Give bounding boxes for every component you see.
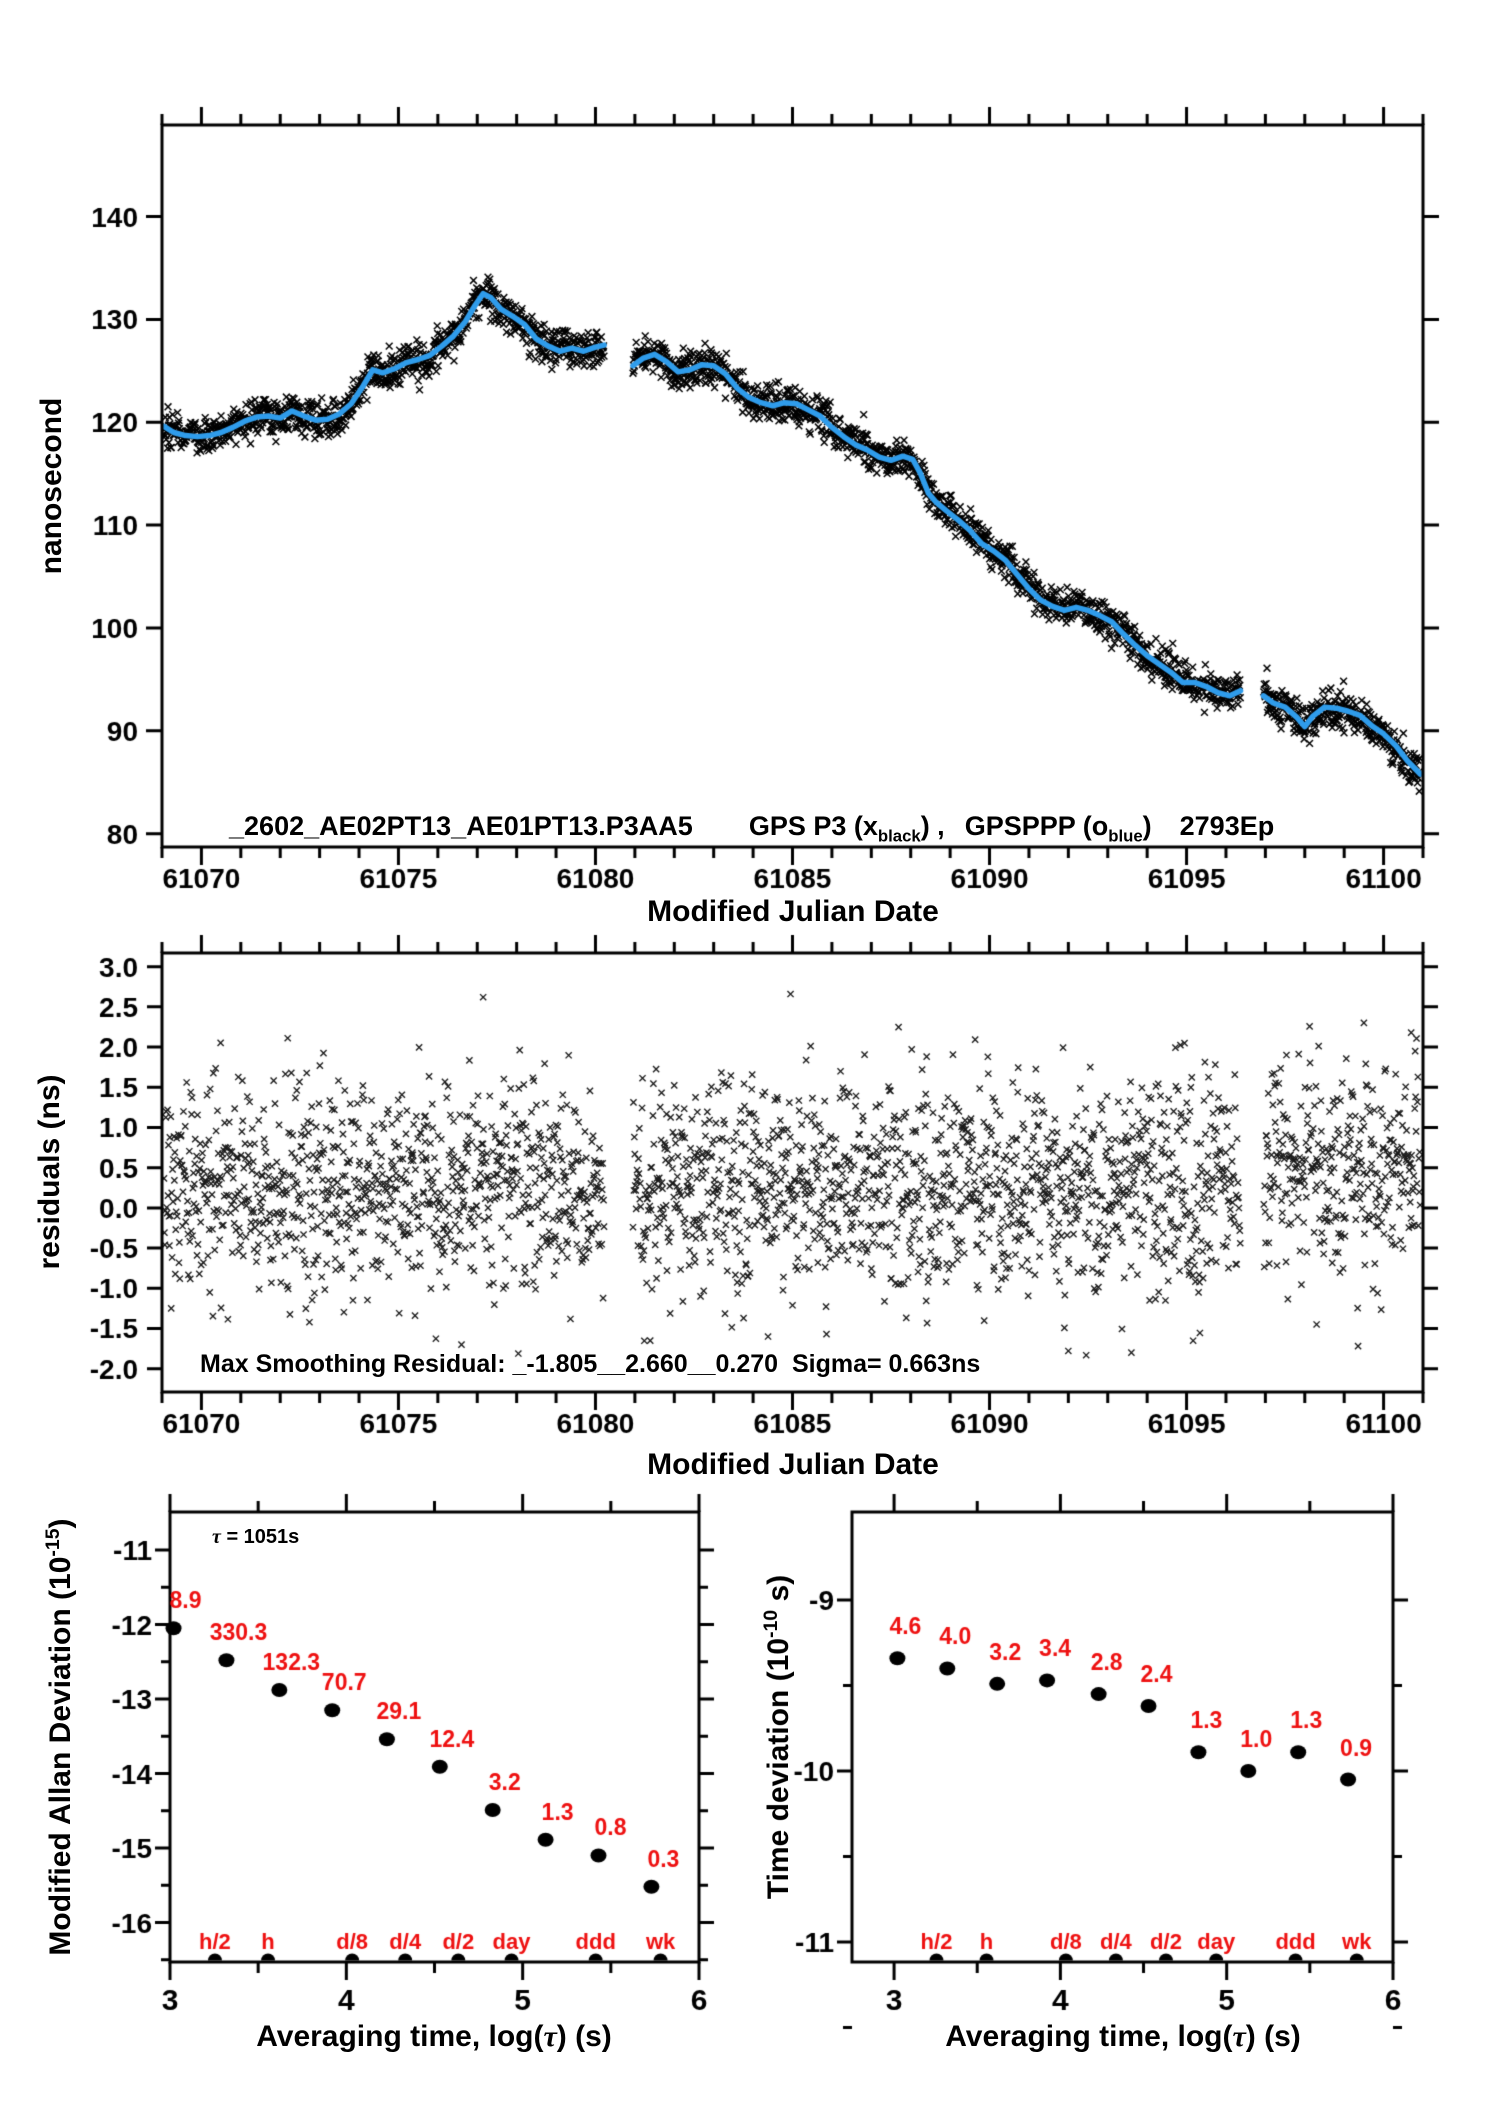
top-annotation: [199, 786, 1274, 872]
file-id-label: _2602_AE02PT13_AE01PT13.P3AA5: [229, 811, 693, 841]
gps-p3-label: GPS P3 $(x_{black})$ ,: [748, 811, 945, 846]
mid-x-axis-title: Modified Julian Date: [647, 1448, 939, 1481]
top-y-axis-title: nanosecond: [35, 397, 68, 575]
tau-note: τ = 1051s: [212, 1526, 300, 1548]
epoch-count-label: 2793Ep: [1179, 811, 1275, 841]
gpsppp-label: GPSPPP $(o_{blue})$: [964, 811, 1152, 846]
br-y-axis-title: Time deviation ($10^{-10}$ s): [760, 1574, 795, 1900]
mid-y-axis-title: residuals (ns): [33, 1074, 66, 1270]
bl-x-axis-title: Averaging time, log(τ) (s): [256, 2020, 612, 2053]
br-x-axis-title: Averaging time, log(τ) (s): [945, 2020, 1301, 2053]
bl-y-axis-title: Modified Allan Deviation $(10^{-15})$: [42, 1518, 77, 1956]
top-x-axis-title: Modified Julian Date: [647, 895, 939, 928]
mid-annotation: Max Smoothing Residual: _-1.805__2.660__0.270 Sigma= 0.663ns: [200, 1350, 981, 1378]
